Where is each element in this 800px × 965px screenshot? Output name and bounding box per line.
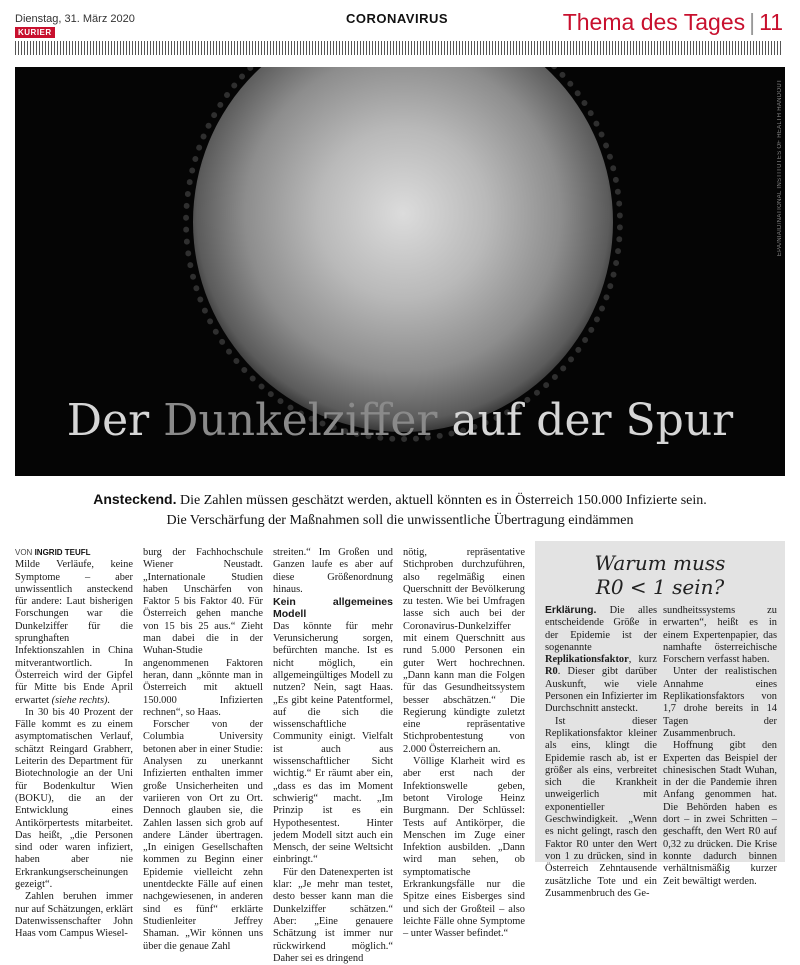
paragraph-text: . Dieser gibt darüber Auskunft, wie viele Personen ein Infizierter im Durchschnitt ansteckt. bbox=[545, 666, 657, 715]
rubric-separator: | bbox=[749, 9, 756, 35]
info-box-lead: Erklärung. bbox=[545, 605, 597, 616]
paragraph: Völlige Klarheit wird es aber erst nach der Infektionswelle geben, betont Virologe Heinz Burgmann. Der Schlüssel: Tests auf Antikörper, die Menschen im Zuge einer Infektion ausbilden. „Dann wird man sehen, ob symptomatische Erkrankungsfälle nur die Spitze eines Eisberges sind und sich der Großteil – also leichte Fälle ohne Symptome – unter Wasser befindet.“ bbox=[403, 756, 525, 940]
paragraph: Das könnte für mehr Verunsicherung sorgen, befürchten manche. Ist es nicht möglich, ein allgemeingültiges Modell zu nutzen? Nein, sagt Haas. „Es gibt keine Patentformel, auf die sich die wissenschaftliche Community einigt. Vielfalt ist auch aus wissenschaftlicher Sicht wichtig.“ Er räumt aber ein, „dass es das im Moment schwierig“ macht. „Im Prinzip ist es ein Hypothesentest. Hinter jedem Modell sitzt auch ein Mensch, der seine Weltsicht einbringt.“ bbox=[273, 620, 393, 866]
paragraph-text: Die alles entscheidende Größe in der Epidemie ist der sogenannte bbox=[545, 605, 657, 653]
subheading: Kein allgemeines Modell bbox=[273, 596, 393, 621]
paragraph bbox=[15, 559, 133, 707]
article-column-1 bbox=[15, 547, 133, 941]
article-column-4 bbox=[403, 547, 525, 941]
byline bbox=[15, 547, 133, 559]
info-box-title-line-1: Warum muss bbox=[594, 551, 726, 575]
paragraph: nötig, repräsentative Stichproben durchzuführen, also regelmäßig einen Querschnitt der Bevölkerung zu testen. Wie bei Umfragen lasse sich auch bei der Coronavirus-Dunkelziffer mit einem Querschnitt aus rund 5.000 Personen ein guter Wert hochrechnen. „Dann kann man die Folgen für das Gesundheitssystem besser abschätzen.“ Die Regierung kündigte zuletzt eine repräsentative Stichprobentestung von 2.000 Österreichern an. bbox=[403, 547, 525, 755]
issue-date: Dienstag, 31. März 2020 bbox=[15, 13, 135, 25]
paragraph-text: Milde Verläufe, keine Symptome – aber unwissentlich ansteckend für andere: Laut bisherigen Forschungen war die Dunkelziffer für die sprunghaften Infektionszahlen in China mitverantwortlich. In Österreich wird der Gipfel für Mitte bis Ende April erwartet bbox=[15, 559, 133, 706]
newspaper-logo: KURIER bbox=[15, 27, 55, 38]
byline-author: INGRID TEUFL bbox=[34, 548, 91, 557]
header-rule bbox=[15, 41, 783, 55]
deck-line-1: Die Zahlen müssen geschätzt werden, aktuell könnten es in Österreich 150.000 Infizierte sein. bbox=[176, 493, 707, 508]
hero-photo bbox=[15, 67, 785, 476]
paragraph: Hoffnung gibt den Experten das Beispiel der chinesischen Stadt Wuhan, in der die Pandemie ihren Anfang genommen hat. Die Behörden haben es dort – in zwei Schritten – geschafft, den Wert R0 auf 0,32 zu drücken. Die Krise konnte dadurch binnen verhältnismäßig kurzer Zeit bewältigt werden. bbox=[663, 740, 777, 887]
page-rubric bbox=[563, 9, 783, 36]
paragraph: Forscher von der Columbia University betonen aber in einer Studie: Analysen zu unerkannt Infizierten enthalten immer große Unsicherheiten und variieren von Ort zu Ort. Dennoch glauben sie, die Zahlen lassen sich grob auf andere Länder übertragen. „In einigen Gesellschaften kommen zu Beginn einer Epidemie vielleicht zehn unentdeckte Fälle auf einen nachgewiesenen, in anderen sind es fünf“ erklärte Studienleiter Jeffrey Shaman. „Wir können uns über die genaue Zahl bbox=[143, 719, 263, 952]
headline-part-1: Der bbox=[66, 395, 164, 446]
paragraph: Für den Datenexperten ist klar: „Je mehr man testet, desto besser kann man die Dunkelziffer schätzen.“ Aber: „Eine genauere Schätzung ist immer nur rückwirkend möglich.“ Daher sei es dringend bbox=[273, 866, 393, 964]
paragraph: Zahlen beruhen immer nur auf Schätzungen, erklärt Datenwissenschafter John Haas vom Campus Wiesel- bbox=[15, 891, 133, 940]
page-number: 11 bbox=[759, 9, 783, 35]
article-column-2 bbox=[143, 547, 263, 953]
virus-spikes bbox=[183, 67, 623, 442]
paragraph: In 30 bis 40 Prozent der Fälle kommt es zu einem asymptomatischen Verlauf, schätzt Reingard Grabherr, Leiterin des Department für Biotechnologie an der Uni für Bodenkultur Wien (BOKU), die an der Entwicklung eines Antikörpertests mitarbeitet. Das heißt, „die Personen sind oder waren infiziert, haben aber nie Erkrankungserscheinungen gezeigt“. bbox=[15, 706, 133, 891]
headline-part-2: Dunkelziffer bbox=[163, 395, 438, 446]
photo-credit: EPA/NIAID/NATIONAL INSTITUTES OF HEALTH HANDOUT bbox=[777, 79, 783, 257]
subheadline bbox=[15, 489, 785, 531]
info-box-title bbox=[535, 551, 785, 599]
section-label: CORONAVIRUS bbox=[345, 11, 449, 26]
paragraph: Ist dieser Replikationsfaktor kleiner als eins, klingt die Epidemie rasch ab, ist er größer als eins, verbreitet sich die Krankheit unweigerlich mit exponentieller Geschwindigkeit. „Wenn es nicht gelingt, rasch den Faktor R0 unter den Wert von 1 zu drücken, sind in Österreich Zehntausende zusätzliche Tote und ein Zusammenbruch des Ge- bbox=[545, 715, 657, 899]
paragraph: burg der Fachhochschule Wiener Neustadt. „Internationale Studien haben Unschärfen von Faktor 5 bis Faktor 40. Für Österreich gehen manche von 15 bis 25 aus.“ Zieht man dabei die in der Wuhan-Studie angenommenen Faktoren heran, dann „könnte man in Österreich mit aktuell 150.000 Infizierten rechnen“, so Haas. bbox=[143, 547, 263, 718]
rubric-title: Thema des Tages bbox=[562, 9, 746, 35]
deck-lead: Ansteckend. bbox=[93, 491, 177, 507]
deck-line-2: Die Verschärfung der Maßnahmen soll die unwissentliche Übertragung eindämmen bbox=[166, 513, 634, 528]
info-box-column-1 bbox=[545, 605, 657, 900]
headline bbox=[15, 395, 785, 446]
paragraph: sundheitssystems zu erwarten“, heißt es in einem Expertenpapier, das namhafte österreichische Forschern verfasst haben. bbox=[663, 605, 777, 666]
article-column-3 bbox=[273, 547, 393, 965]
info-box-title-line-2: R0 < 1 sein? bbox=[595, 575, 725, 599]
paragraph-reference: (siehe rechts). bbox=[49, 694, 111, 706]
byline-prefix: VON bbox=[15, 548, 35, 557]
info-box bbox=[535, 541, 785, 899]
term-highlight: Replikationsfaktor bbox=[545, 654, 629, 666]
info-box-column-2 bbox=[663, 605, 777, 888]
paragraph: Unter der realistischen Annahme eines Replikationsfaktors von 1,7 drohe bereits in 14 Tagen der Zusammenbruch. bbox=[663, 666, 777, 739]
paragraph bbox=[545, 605, 657, 716]
headline-part-3: auf der Spur bbox=[437, 395, 734, 446]
paragraph-text: , kurz bbox=[628, 654, 657, 666]
paragraph: streiten.“ Im Großen und Ganzen laufe es aber auf diese Größenordnung hinaus. bbox=[273, 547, 393, 595]
term-highlight: R0 bbox=[545, 666, 558, 678]
